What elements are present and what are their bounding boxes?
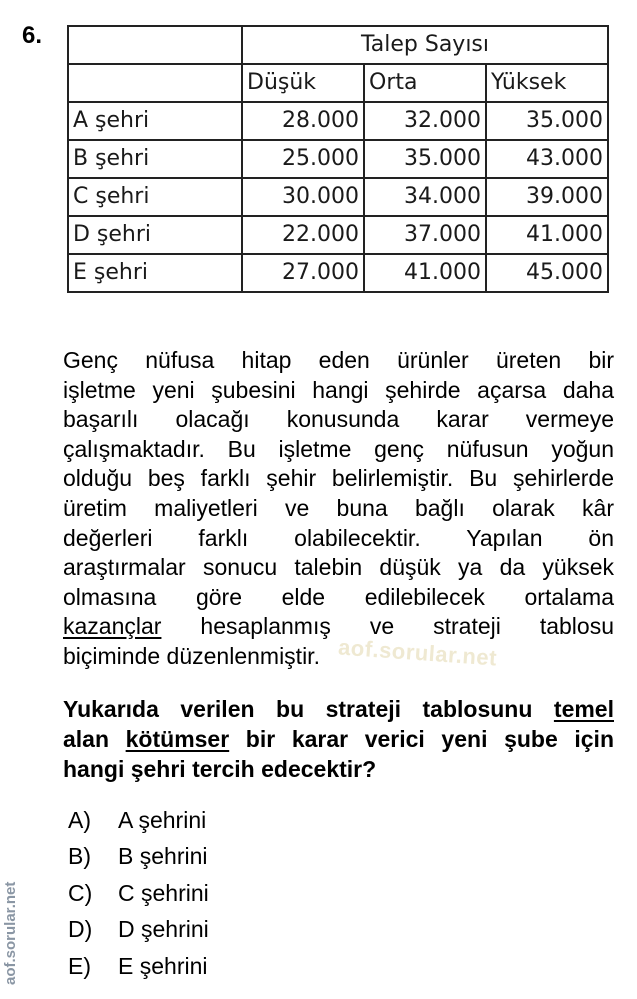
option-d[interactable] xyxy=(68,912,209,949)
cell-value: 35.000 xyxy=(364,140,486,178)
table-row xyxy=(68,178,608,216)
group-header: Talep Sayısı xyxy=(242,26,608,64)
table-row xyxy=(68,140,608,178)
option-e[interactable] xyxy=(68,948,209,985)
option-text: A şehrini xyxy=(118,806,207,833)
watermark: aof.sorular.net xyxy=(337,634,498,671)
paragraph-line: işletme yeni şubesini hangi şehirde açarsa daha xyxy=(63,376,614,403)
underlined-term: temel xyxy=(553,696,614,722)
question-prompt xyxy=(63,694,614,784)
answer-options xyxy=(68,802,209,985)
side-watermark: aof.sorular.net xyxy=(2,881,19,985)
paragraph-line: çalışmaktadır. Bu işletme genç nüfusun yoğun xyxy=(63,435,614,462)
option-a[interactable] xyxy=(68,802,209,839)
row-label: A şehri xyxy=(68,102,242,140)
paragraph-line: değerleri farklı olabilecektir. Yapılan ön xyxy=(63,524,614,551)
cell-value: 30.000 xyxy=(242,178,364,216)
cell-value: 37.000 xyxy=(364,216,486,254)
table-header-row xyxy=(68,26,608,64)
option-b[interactable] xyxy=(68,839,209,876)
row-label: C şehri xyxy=(68,178,242,216)
question-text: alan xyxy=(63,726,126,752)
table-row xyxy=(68,254,608,292)
empty-corner-cell xyxy=(68,26,242,64)
option-letter: D) xyxy=(68,916,93,943)
paragraph-line: üretim maliyetleri ve buna bağlı olarak kâr xyxy=(63,494,614,521)
empty-corner-cell xyxy=(68,64,242,102)
option-text: C şehrini xyxy=(118,879,209,906)
paragraph-line: olmasına göre elde edilebilecek ortalama xyxy=(63,583,614,610)
column-header-high: Yüksek xyxy=(486,64,608,102)
option-letter: A) xyxy=(68,806,91,833)
option-text: E şehrini xyxy=(118,952,208,979)
question-text: Yukarıda verilen bu strateji tablosunu xyxy=(63,696,554,722)
table-subheader-row xyxy=(68,64,608,102)
paragraph-line: başarılı olacağı konusunda karar vermeye xyxy=(63,406,614,433)
cell-value: 27.000 xyxy=(242,254,364,292)
row-label: D şehri xyxy=(68,216,242,254)
question-line xyxy=(63,694,614,724)
cell-value: 22.000 xyxy=(242,216,364,254)
underlined-term: kötümser xyxy=(125,726,230,752)
cell-value: 41.000 xyxy=(364,254,486,292)
table-row xyxy=(68,102,608,140)
cell-value: 35.000 xyxy=(486,102,608,140)
question-text: bir karar verici yeni şube için xyxy=(229,726,614,752)
paragraph-line: araştırmalar sonucu talebin düşük ya da yüksek xyxy=(63,554,614,581)
option-letter: B) xyxy=(68,843,91,870)
row-label: B şehri xyxy=(68,140,242,178)
option-c[interactable] xyxy=(68,875,209,912)
cell-value: 25.000 xyxy=(242,140,364,178)
option-text: D şehrini xyxy=(118,916,209,943)
cell-value: 41.000 xyxy=(486,216,608,254)
row-label: E şehri xyxy=(68,254,242,292)
column-header-low: Düşük xyxy=(242,64,364,102)
cell-value: 32.000 xyxy=(364,102,486,140)
paragraph-text: hesaplanmış ve strateji tablosu xyxy=(161,613,614,640)
option-letter: E) xyxy=(68,952,91,979)
paragraph-line: olduğu beş farklı şehir belirlemiştir. Bu şehirlerde xyxy=(63,465,614,492)
question-number: 6. xyxy=(22,22,43,49)
cell-value: 39.000 xyxy=(486,178,608,216)
cell-value: 45.000 xyxy=(486,254,608,292)
table-row xyxy=(68,216,608,254)
cell-value: 43.000 xyxy=(486,140,608,178)
option-letter: C) xyxy=(68,879,93,906)
question-stem-paragraph xyxy=(63,346,614,672)
paragraph-line: biçiminde düzenlenmiştir. xyxy=(63,642,320,669)
underlined-term: kazançlar xyxy=(63,613,162,640)
column-header-medium: Orta xyxy=(364,64,486,102)
cell-value: 28.000 xyxy=(242,102,364,140)
question-line: hangi şehri tercih edecektir? xyxy=(63,756,377,782)
strategy-table xyxy=(67,25,609,293)
question-line xyxy=(63,724,614,754)
cell-value: 34.000 xyxy=(364,178,486,216)
paragraph-line: Genç nüfusa hitap eden ürünler üreten bir xyxy=(63,347,614,373)
option-text: B şehrini xyxy=(118,843,208,870)
